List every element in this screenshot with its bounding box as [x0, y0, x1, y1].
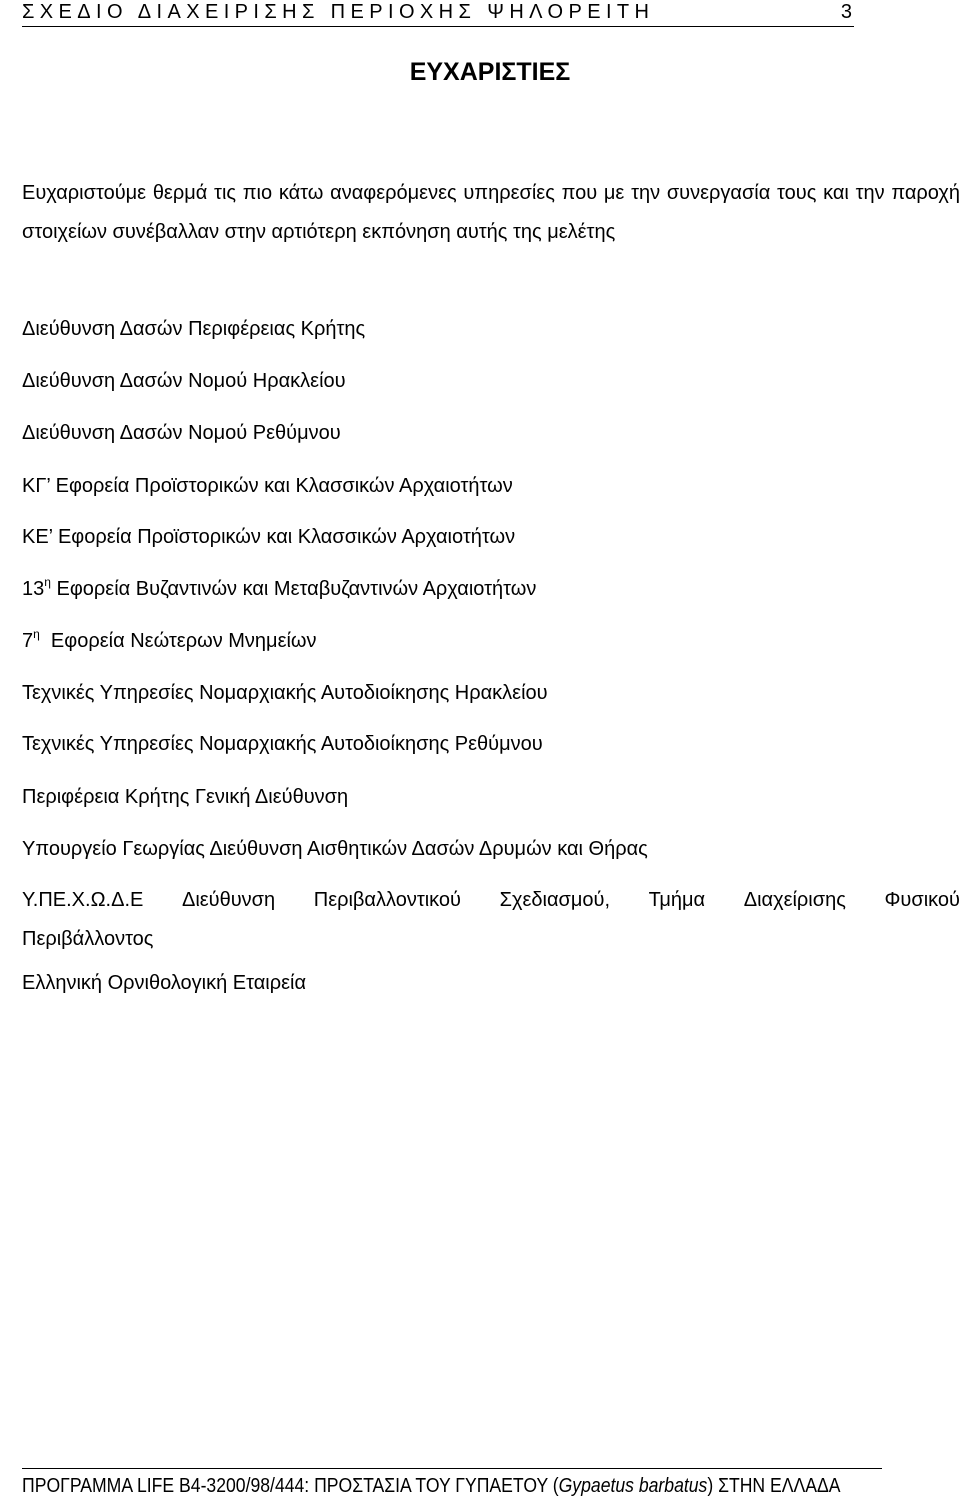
footer-divider — [22, 1468, 882, 1469]
ordinal-number: 13 — [22, 578, 45, 600]
ordinal-suffix: η — [44, 575, 51, 589]
list-item: Τεχνικές Υπηρεσίες Νομαρχιακής Αυτοδιοίκησης Ρεθύμνου — [22, 733, 543, 755]
list-item — [22, 627, 317, 653]
list-item: Διεύθυνση Δασών Περιφέρειας Κρήτης — [22, 318, 366, 340]
footer-suffix: ) ΣΤΗΝ ΕΛΛΑΔΑ — [707, 1475, 841, 1497]
justified-line — [22, 881, 960, 920]
list-item-text: Εφορεία Βυζαντινών και Μεταβυζαντινών Αρχαιοτήτων — [50, 578, 537, 600]
list-item: Ελληνική Ορνιθολογική Εταιρεία — [22, 972, 307, 994]
word: Σχεδιασμού, — [499, 889, 610, 911]
ordinal-suffix: η — [33, 627, 40, 641]
running-footer — [22, 1475, 841, 1498]
list-item: Υπουργείο Γεωργίας Διεύθυνση Αισθητικών Δασών Δρυμών και Θήρας — [22, 838, 648, 860]
page-title: ΕΥΧΑΡΙΣΤΙΕΣ — [409, 58, 571, 86]
list-item: Τεχνικές Υπηρεσίες Νομαρχιακής Αυτοδιοίκησης Ηρακλείου — [22, 682, 548, 704]
list-item: Περιφέρεια Κρήτης Γενική Διεύθυνση — [22, 786, 349, 808]
list-item: Διεύθυνση Δασών Νομού Ρεθύμνου — [22, 422, 341, 444]
intro-paragraph: Ευχαριστούμε θερμά τις πιο κάτω αναφερόμενες υπηρεσίες που με την συνεργασία τους και την παροχή στοιχείων συνέβαλλαν στην αρτιότερη εκπόνηση αυτής της μελέτης — [22, 182, 960, 243]
header-title: ΣΧΕΔΙΟ ΔΙΑΧΕΙΡΙΣΗΣ ΠΕΡΙΟΧΗΣ ΨΗΛΟΡΕΙΤΗ — [22, 1, 655, 23]
footer-species-name: Gypaetus barbatus — [558, 1475, 708, 1497]
list-item: ΚΓ’ Εφορεία Προϊστορικών και Κλασσικών Αρχαιοτήτων — [22, 475, 513, 497]
word: Διεύθυνση — [181, 889, 276, 911]
word: Υ.ΠΕ.Χ.Ω.Δ.Ε — [22, 889, 144, 911]
word: Περιβαλλοντικού — [313, 889, 461, 911]
list-item: Διεύθυνση Δασών Νομού Ηρακλείου — [22, 370, 346, 392]
page-number: 3 — [840, 1, 852, 23]
list-item-text: Εφορεία Νεώτερων Μνημείων — [39, 630, 317, 652]
word: Διαχείρισης — [743, 889, 846, 911]
ordinal-number: 7 — [22, 630, 34, 652]
word: Φυσικού — [884, 889, 960, 911]
word: Τμήμα — [648, 889, 706, 911]
running-header — [22, 0, 854, 27]
list-item — [22, 881, 960, 959]
footer-prefix: ΠΡΟΓΡΑΜΜΑ LIFE B4-3200/98/444: ΠΡΟΣΤΑΣΙΑ ΤΟΥ ΓΥΠΑΕΤΟΥ ( — [22, 1475, 559, 1497]
list-item: ΚΕ’ Εφορεία Προϊστορικών και Κλασσικών Αρχαιοτήτων — [22, 526, 516, 548]
list-item-continuation: Περιβάλλοντος — [22, 928, 154, 950]
list-item — [22, 575, 537, 601]
